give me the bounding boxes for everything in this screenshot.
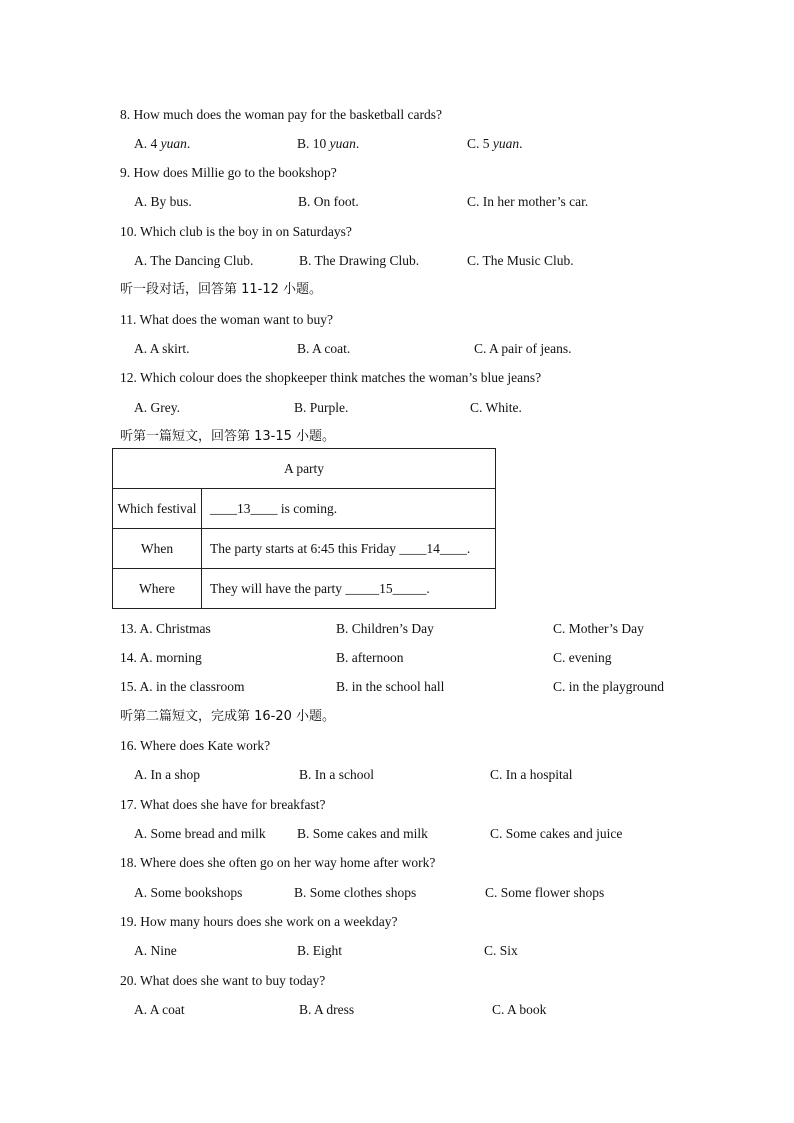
question-19: 19. How many hours does she work on a weekday? (120, 914, 398, 929)
question-20: 20. What does she want to buy today? (120, 973, 326, 988)
row-label-festival: Which festival (113, 489, 202, 529)
q9-option-a: A. By bus. (134, 194, 192, 209)
section-heading-11-12: 听一段对话，回答第 11-12 小题。 (120, 282, 323, 297)
q11-option-c: C. A pair of jeans. (474, 341, 572, 356)
q13-option-b: B. Children’s Day (336, 621, 434, 636)
q20-option-b: B. A dress (299, 1002, 355, 1017)
q12-option-b: B. Purple. (294, 400, 349, 415)
row-label-where: Where (113, 569, 202, 609)
q14-option-a: 14. A. morning (120, 650, 202, 665)
q18-option-c: C. Some flower shops (485, 885, 605, 900)
question-10: 10. Which club is the boy in on Saturdays? (120, 224, 352, 239)
row-content-when: The party starts at 6:45 this Friday ____14____. (202, 529, 496, 569)
question-17: 17. What does she have for breakfast? (120, 797, 326, 812)
question-9: 9. How does Millie go to the bookshop? (120, 165, 337, 180)
q17-option-a: A. Some bread and milk (134, 826, 266, 841)
question-8: 8. How much does the woman pay for the basketball cards? (120, 107, 443, 122)
q19-option-c: C. Six (484, 943, 518, 958)
question-11: 11. What does the woman want to buy? (120, 312, 333, 327)
q14-option-c: C. evening (553, 650, 612, 665)
q13-option-c: C. Mother’s Day (553, 621, 644, 636)
blank-14[interactable]: ____14____ (399, 540, 467, 556)
question-16: 16. Where does Kate work? (120, 738, 271, 753)
q12-option-c: C. White. (470, 400, 522, 415)
q10-option-c: C. The Music Club. (467, 253, 574, 268)
blank-13[interactable]: ____13____ (210, 500, 278, 516)
q18-option-b: B. Some clothes shops (294, 885, 417, 900)
question-12: 12. Which colour does the shopkeeper think matches the woman’s blue jeans? (120, 370, 542, 385)
q9-option-b: B. On foot. (298, 194, 359, 209)
q10-option-a: A. The Dancing Club. (134, 253, 254, 268)
q18-option-a: A. Some bookshops (134, 885, 243, 900)
row-label-when: When (113, 529, 202, 569)
q16-option-c: C. In a hospital (490, 767, 573, 782)
q11-option-b: B. A coat. (297, 341, 351, 356)
q19-option-b: B. Eight (297, 943, 343, 958)
section-heading-16-20: 听第二篇短文，完成第 16-20 小题。 (120, 709, 336, 724)
row-content-where: They will have the party _____15_____. (202, 569, 496, 609)
q12-option-a: A. Grey. (134, 400, 180, 415)
q17-option-b: B. Some cakes and milk (297, 826, 428, 841)
q16-option-b: B. In a school (299, 767, 374, 782)
q15-option-c: C. in the playground (553, 679, 664, 694)
q8-option-a: A. 4 yuan. (134, 136, 191, 151)
party-table (112, 448, 496, 609)
q10-option-b: B. The Drawing Club. (299, 253, 420, 268)
q20-option-c: C. A book (492, 1002, 547, 1017)
blank-15[interactable]: _____15_____ (345, 580, 427, 596)
q15-option-b: B. in the school hall (336, 679, 445, 694)
q16-option-a: A. In a shop (134, 767, 200, 782)
q8-option-c: C. 5 yuan. (467, 136, 523, 151)
q14-option-b: B. afternoon (336, 650, 404, 665)
party-table-title: A party (113, 449, 496, 489)
q17-option-c: C. Some cakes and juice (490, 826, 623, 841)
section-heading-13-15: 听第一篇短文，回答第 13-15 小题。 (120, 429, 336, 444)
q13-option-a: 13. A. Christmas (120, 621, 211, 636)
question-18: 18. Where does she often go on her way home after work? (120, 855, 436, 870)
q8-option-b: B. 10 yuan. (297, 136, 360, 151)
q19-option-a: A. Nine (134, 943, 177, 958)
q20-option-a: A. A coat (134, 1002, 185, 1017)
row-content-festival: ____13____ is coming. (202, 489, 496, 529)
q9-option-c: C. In her mother’s car. (467, 194, 589, 209)
q11-option-a: A. A skirt. (134, 341, 190, 356)
q15-option-a: 15. A. in the classroom (120, 679, 245, 694)
